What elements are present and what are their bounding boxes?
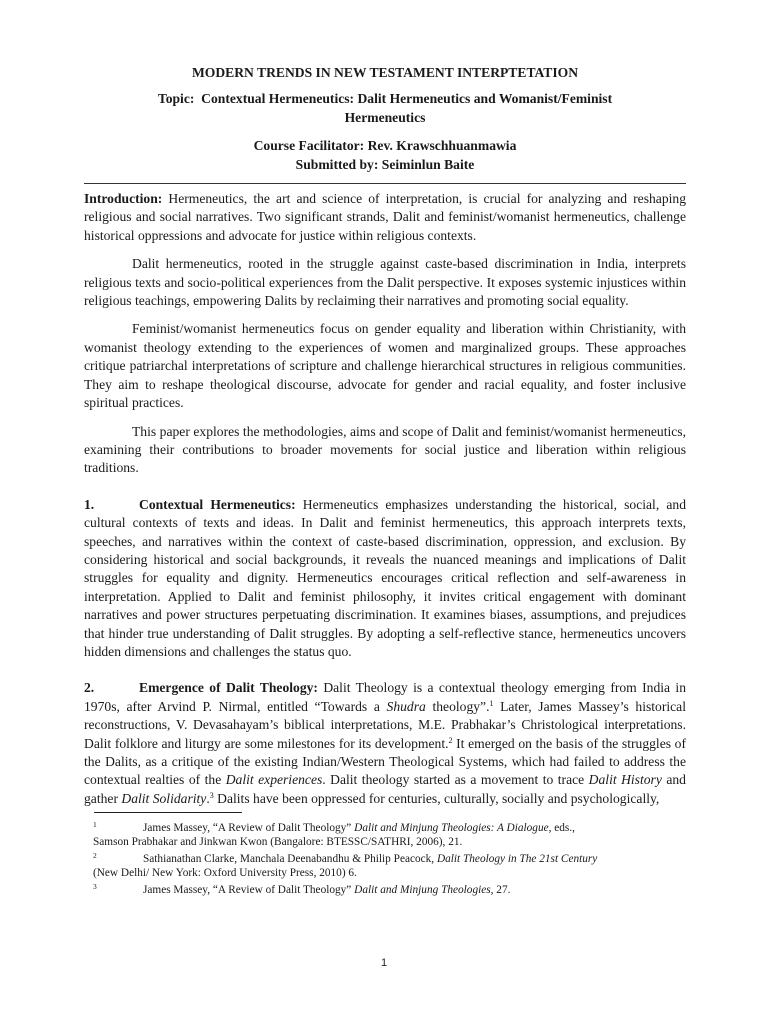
footnote-text: Sathianathan Clarke, Manchala Deenabandhu & Philip Peacock, — [143, 853, 437, 866]
footnote-italic: Dalit and Minjung Theologies: A Dialogue — [354, 822, 549, 835]
footnote-2-cont: (New Delhi/ New York: Oxford University Press, 2010) 6. — [93, 867, 357, 880]
footnote-italic: Dalit Theology in The 21st Century — [436, 853, 598, 866]
footnote-ref-1[interactable]: 1 — [489, 698, 494, 708]
footnote-italic: Dalit and Minjung Theologies, — [354, 884, 494, 897]
document-page — [84, 64, 686, 897]
footnote-text: , eds., — [548, 822, 575, 835]
footnote-mark: 3 — [93, 882, 97, 892]
scope-paragraph: This paper explores the methodologies, aims and scope of Dalit and feminist/womanist hermeneutics, examining their contributions to broader movements for social justice and liberation within religious traditions. — [84, 423, 686, 476]
section-1-text: Hermeneutics emphasizes understanding the historical, social, and cultural contexts of texts and ideas. In Dalit and feminist hermeneutics, this approach interprets texts, speeches, and narratives within the context of caste-based discrimination, oppression, and exclusion. By considering historical and social backgrounds, it reveals the nuanced meanings and implications of Dalit struggles for equality and dignity. Hermeneutics encourages critical reflection and self-awareness in interpretation. Applied to Dalit and feminist philosophy, it invites critical engagement with dominant narratives and power structures perpetuating discrimination. It examines biases, assumptions, and prejudices that hinder true understanding of Dalit struggles. By adopting a self-reflective stance, hermeneutics uncovers hidden dimensions and challenges the status quo. — [84, 496, 686, 659]
section-2-text: Dalit Theology is a contextual theology emerging from India in 1970s, after Arvind P. Nirmal, entitled “Towards a — [84, 680, 686, 714]
header-divider — [84, 183, 686, 184]
intro-paragraph — [84, 190, 686, 245]
topic-heading — [84, 90, 686, 127]
intro-text: Hermeneutics, the art and science of interpretation, is crucial for analyzing and reshaping religious and social narratives. Two significant strands, Dalit and feminist/womanist hermeneutics, challenge historical oppressions and advocate for justice within religious contexts. — [84, 191, 686, 243]
footnote-3 — [84, 880, 686, 897]
section-2-italic: Dalit experiences — [225, 772, 323, 788]
section-2-text: . Dalit theology started as a movement to trace — [322, 772, 589, 788]
topic-line-1: Topic: Contextual Hermeneutics: Dalit Hermeneutics and Womanist/Feminist — [157, 91, 613, 107]
section-2-text: . — [206, 790, 210, 806]
footnote-1 — [84, 818, 686, 835]
topic-line-2: Hermeneutics — [344, 109, 426, 125]
page-number: 1 — [380, 957, 388, 969]
footnote-2 — [84, 849, 686, 866]
section-1-heading: Contextual Hermeneutics: — [139, 496, 296, 512]
section-2-italic: Dalit Solidarity — [121, 790, 207, 806]
footnote-ref-3[interactable]: 3 — [209, 790, 214, 800]
section-2-text: It emerged on the basis of the struggles of the Dalits, as a critique of the existing Indian/Western Theological Systems, which had failed to address the contextual realties of the — [84, 735, 686, 788]
section-2-heading: Emergence of Dalit Theology: — [139, 680, 318, 696]
footnote-text: 27. — [493, 884, 511, 897]
footnotes — [84, 818, 686, 897]
section-2-italic: Shudra — [386, 698, 426, 714]
footnote-mark: 1 — [93, 820, 97, 830]
section-2-text: Later, James Massey’s historical reconstructions, V. Devasahayam’s biblical interpretations, M.E. Prabhakar’s Christological interpretations. Dalit folklore and liturgy are some milestones for its development. — [84, 698, 686, 751]
section-2-italic: Dalit History — [588, 772, 662, 788]
dalit-paragraph: Dalit hermeneutics, rooted in the struggle against caste-based discrimination in India, interprets religious texts and socio-political experiences from the Dalit perspective. It exposes systemic injustices within religious teachings, empowering Dalits by reclaiming their narratives and promoting social equality. — [84, 256, 686, 309]
section-1 — [84, 496, 686, 662]
footnote-mark: 2 — [93, 851, 97, 861]
section-2-text: and gather — [84, 772, 686, 806]
document-title: MODERN TRENDS IN NEW TESTAMENT INTERPTETATION — [191, 65, 579, 80]
section-2-number: 2. — [84, 680, 95, 696]
feminist-paragraph: Feminist/womanist hermeneutics focus on gender equality and liberation within Christianity, with womanist theology extending to the experiences of women and marginalized groups. These approaches critique patriarchal interpretations of scripture and challenge hierarchical structures in religious communities. They aim to reshape theological discourse, advocate for gender and racial equality, and foster inclusive spiritual practices. — [84, 321, 686, 411]
section-1-number: 1. — [84, 496, 95, 512]
section-2-text: Dalits have been oppressed for centuries, culturally, socially and psychologically, — [213, 790, 660, 806]
footnote-text: James Massey, “A Review of Dalit Theology” — [143, 884, 355, 897]
course-facilitator: Course Facilitator: Rev. Krawschhuanmawia — [253, 138, 517, 154]
intro-label: Introduction: — [84, 191, 163, 207]
section-2 — [84, 679, 686, 808]
footnote-divider — [94, 812, 242, 813]
submitted-by: Submitted by: Seiminlun Baite — [295, 156, 475, 172]
footnote-1-cont: Samson Prabhakar and Jinkwan Kwon (Bangalore: BTESSC/SATHRI, 2006), 21. — [93, 836, 463, 849]
footnote-text: James Massey, “A Review of Dalit Theology” — [143, 822, 355, 835]
section-2-text: theology”. — [425, 698, 490, 714]
footnote-ref-2[interactable]: 2 — [448, 735, 453, 745]
